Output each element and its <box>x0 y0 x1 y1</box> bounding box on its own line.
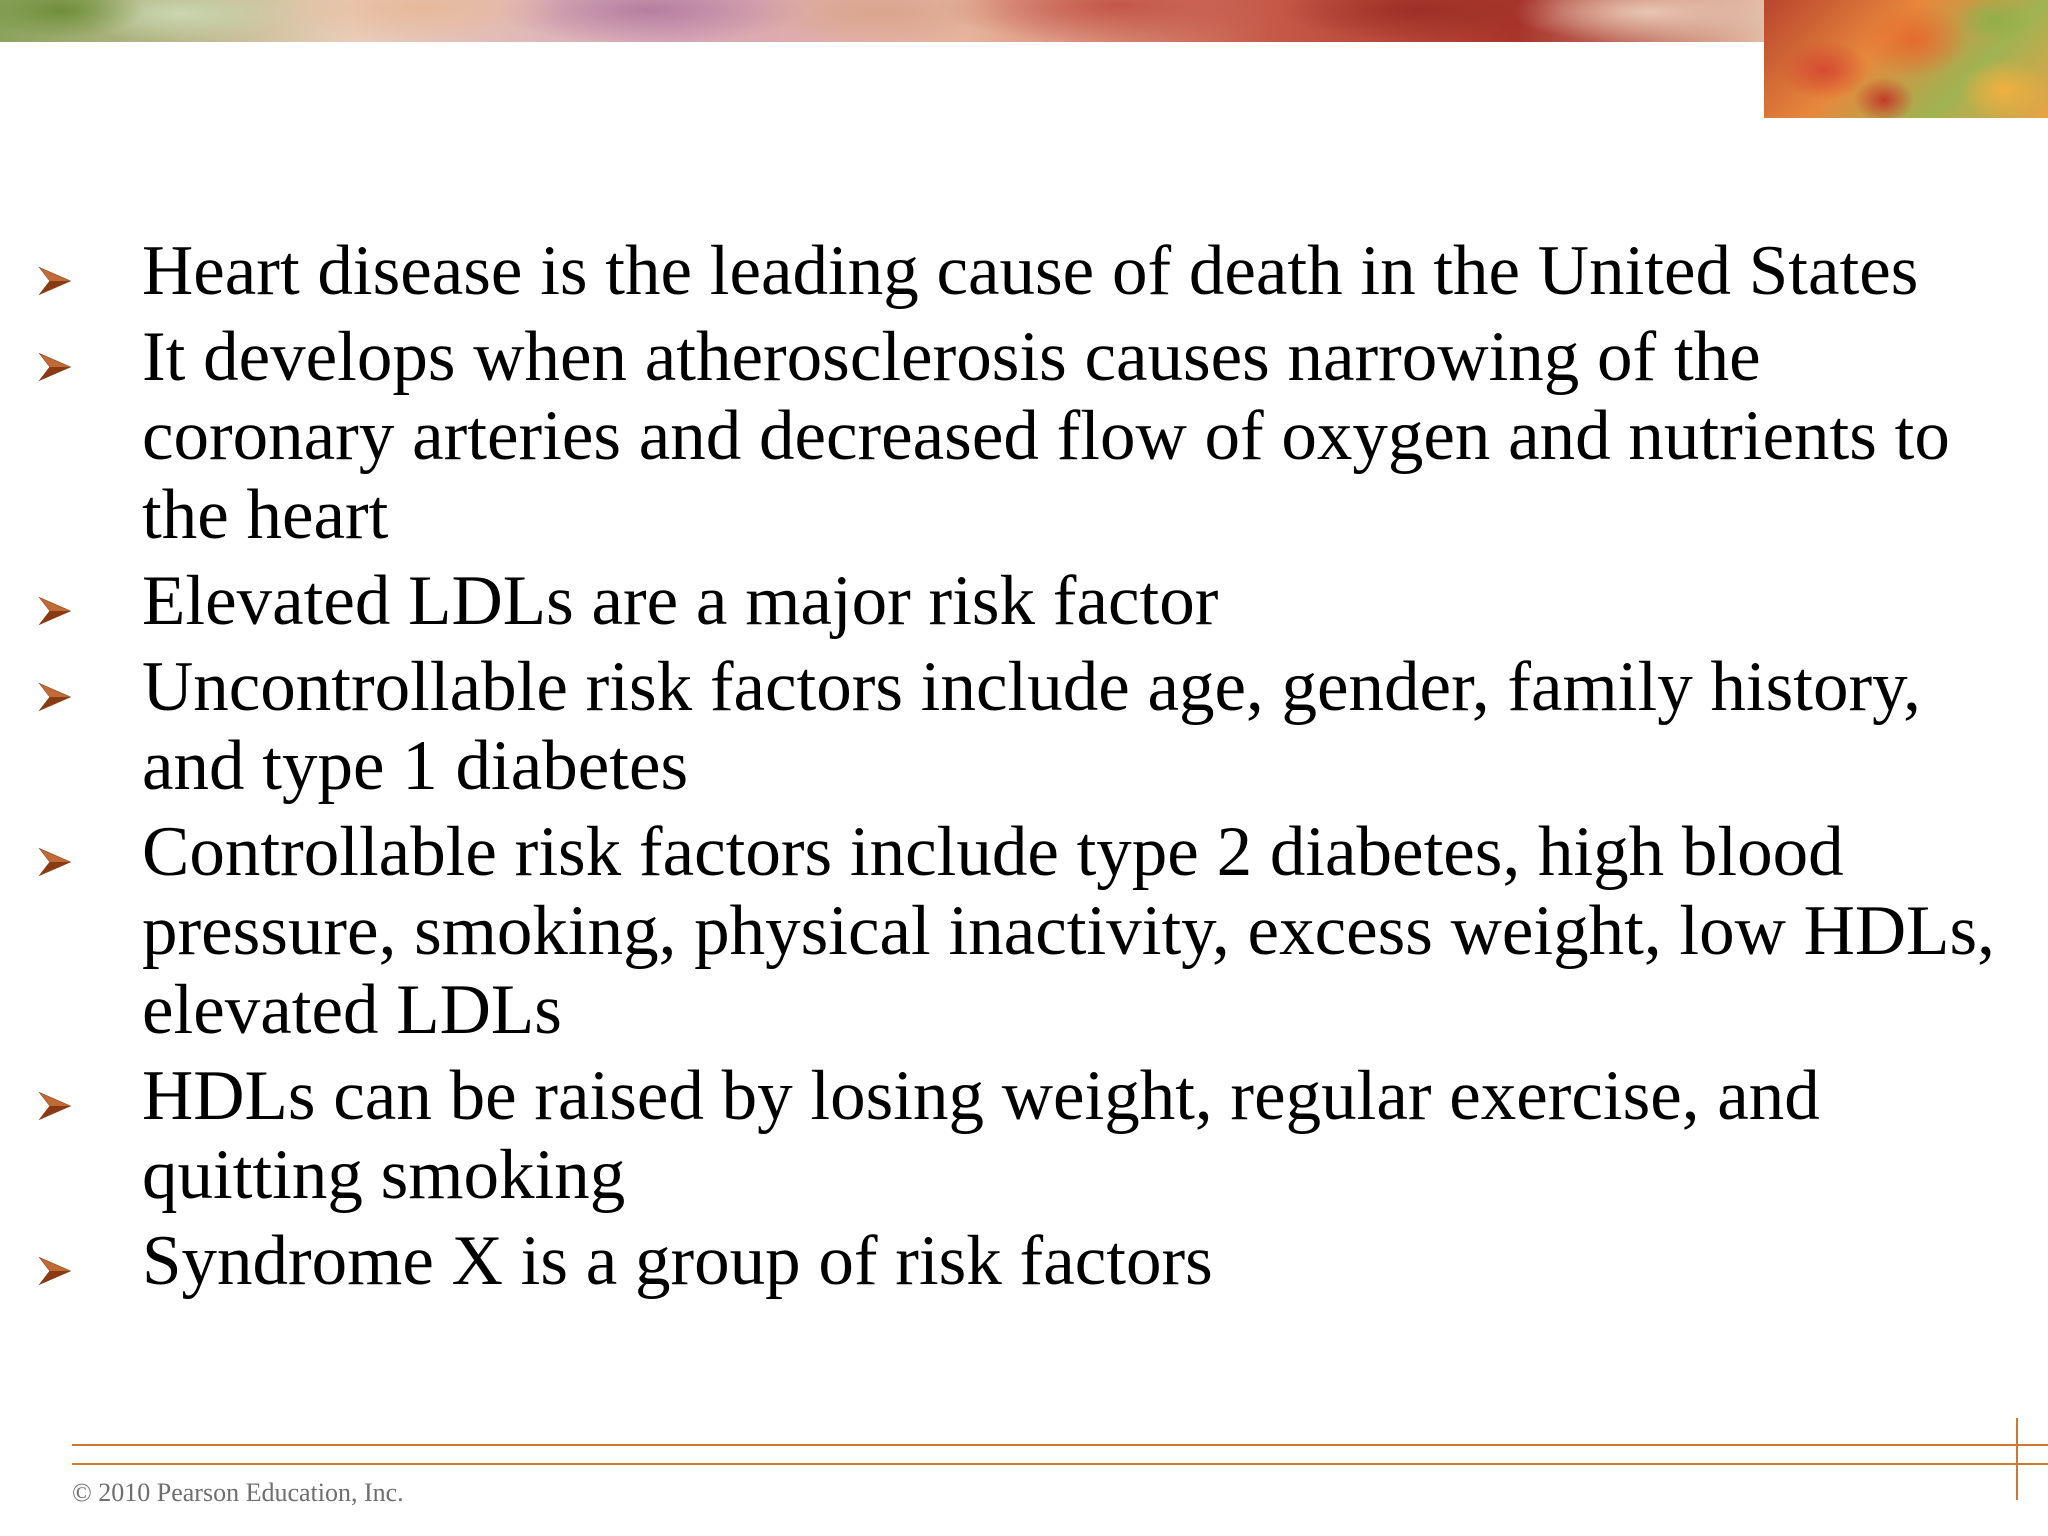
arrowhead-bullet-icon <box>38 1091 72 1121</box>
bullet-text: Syndrome X is a group of risk factors <box>142 1222 1213 1300</box>
bullet-text: Elevated LDLs are a major risk factor <box>142 562 1219 640</box>
corner-food-photo <box>1764 0 2048 118</box>
arrowhead-bullet-icon <box>38 266 72 296</box>
bullet-item <box>38 318 1998 555</box>
bullet-text: Uncontrollable risk factors include age, gender, family history, and type 1 diabetes <box>142 648 1921 805</box>
bullet-item <box>38 562 1998 641</box>
bullet-text: It develops when atherosclerosis causes narrowing of the coronary arteries and decreased flow of oxygen and nutrients to the heart <box>142 318 1950 554</box>
bullet-item <box>38 813 1998 1050</box>
bullet-text: Heart disease is the leading cause of death in the United States <box>142 232 1919 310</box>
bullet-list <box>38 232 1998 1308</box>
bullet-text: HDLs can be raised by losing weight, regular exercise, and quitting smoking <box>142 1057 1820 1214</box>
arrowhead-bullet-icon <box>38 596 72 626</box>
bullet-item <box>38 1057 1998 1215</box>
arrowhead-bullet-icon <box>38 1256 72 1286</box>
header-food-photo-banner <box>0 0 1764 42</box>
copyright-notice: © 2010 Pearson Education, Inc. <box>72 1478 404 1507</box>
bullet-text: Controllable risk factors include type 2 diabetes, high blood pressure, smoking, physical inactivity, excess weight, low HDLs, elevated LDLs <box>142 813 1995 1049</box>
arrowhead-bullet-icon <box>38 352 72 382</box>
bullet-item <box>38 648 1998 806</box>
footer-rule-vertical <box>2016 1418 2018 1500</box>
footer-rule-bottom <box>72 1463 2048 1465</box>
bullet-item <box>38 232 1998 311</box>
arrowhead-bullet-icon <box>38 847 72 877</box>
bullet-item <box>38 1222 1998 1301</box>
arrowhead-bullet-icon <box>38 682 72 712</box>
footer-rule-top <box>72 1444 2048 1446</box>
